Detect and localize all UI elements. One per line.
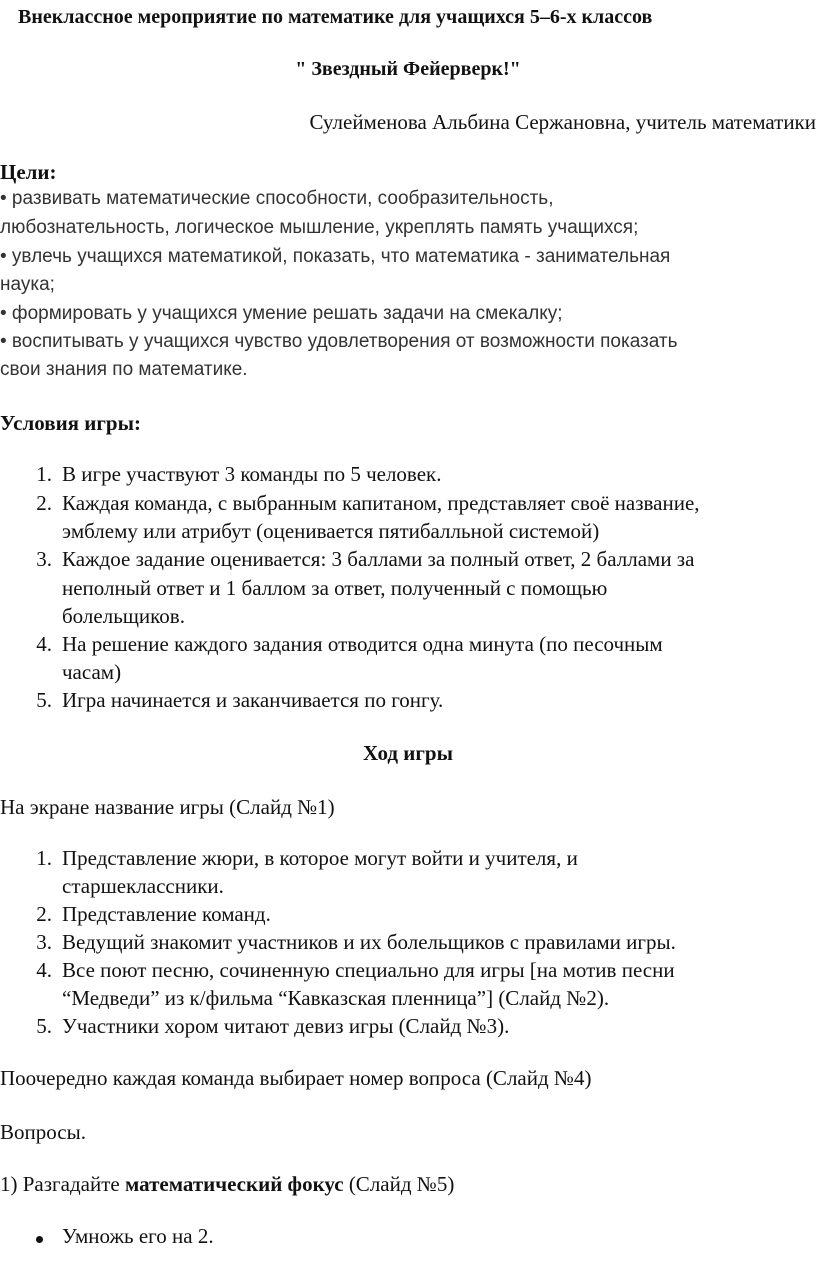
list-item-number: 2. — [36, 491, 52, 515]
progress-heading: Ход игры — [363, 741, 453, 765]
list-item-number: 4. — [36, 632, 52, 656]
list-item-number: 1. — [36, 462, 52, 486]
question-1-suffix: (Слайд №5) — [343, 1172, 455, 1196]
list-item-number: 5. — [36, 1014, 52, 1038]
question-1-bold: математический фокус — [124, 1172, 344, 1196]
list-item: неполный ответ и 1 баллом за ответ, полученный с помощью — [62, 576, 608, 600]
list-item: Каждая команда, с выбранным капитаном, представляет своё название, — [62, 491, 700, 515]
questions-label: Вопросы. — [0, 1120, 86, 1144]
goals-line: • увлечь учащихся математикой, показать, что математика - занимательная — [0, 246, 671, 267]
turns-paragraph: Поочередно каждая команда выбирает номер вопроса (Слайд №4) — [0, 1066, 592, 1090]
list-item: Участники хором читают девиз игры (Слайд №3). — [62, 1014, 510, 1038]
bullet-item: Умножь его на 2. — [62, 1224, 214, 1248]
goals-line: • формировать у учащихся умение решать задачи на смекалку; — [0, 303, 563, 324]
question-1 — [0, 1172, 454, 1197]
list-item: эмблему или атрибут (оценивается пятибалльной системой) — [62, 519, 600, 543]
list-item-number: 5. — [36, 688, 52, 712]
list-item-number: 4. — [36, 958, 52, 982]
list-item: На решение каждого задания отводится одна минута (по песочным — [62, 632, 663, 656]
question-1-prefix: 1) Разгадайте — [0, 1172, 125, 1196]
list-item: Каждое задание оценивается: 3 баллами за полный ответ, 2 баллами за — [62, 547, 695, 571]
list-item-number: 3. — [36, 930, 52, 954]
goals-line: наука; — [0, 274, 55, 295]
goals-line: свои знания по математике. — [0, 359, 248, 380]
list-item: Представление команд. — [62, 902, 271, 926]
list-item: В игре участвуют 3 команды по 5 человек. — [62, 462, 442, 486]
list-item: старшеклассники. — [62, 874, 224, 898]
event-subtitle: " Звездный Фейерверк!" — [295, 58, 521, 80]
list-item: часам) — [62, 660, 122, 684]
progress-intro: На экране название игры (Слайд №1) — [0, 795, 335, 819]
goals-line: • воспитывать у учащихся чувство удовлетворения от возможности показать — [0, 331, 678, 352]
list-item: болельщиков. — [62, 604, 185, 628]
goals-heading: Цели: — [0, 160, 57, 184]
document-title: Внеклассное мероприятие по математике для учащихся 5–6-х классов — [18, 6, 653, 28]
rules-heading: Условия игры: — [0, 411, 141, 435]
bullet-dot-icon — [36, 1236, 43, 1243]
list-item-number: 1. — [36, 846, 52, 870]
list-item-number: 2. — [36, 902, 52, 926]
list-item: “Медведи” из к/фильма “Кавказская пленница”] (Слайд №2). — [62, 986, 610, 1010]
goals-line: • развивать математические способности, сообразительность, — [0, 188, 554, 209]
goals-line: любознательность, логическое мышление, укреплять память учащихся; — [0, 217, 639, 238]
list-item-number: 3. — [36, 547, 52, 571]
list-item: Ведущий знакомит участников и их болельщиков с правилами игры. — [62, 930, 676, 954]
list-item: Все поют песню, сочиненную специально для игры [на мотив песни — [62, 958, 675, 982]
list-item: Игра начинается и заканчивается по гонгу. — [62, 688, 444, 712]
author-line: Сулейменова Альбина Сержановна, учитель математики — [309, 110, 816, 134]
list-item: Представление жюри, в которое могут войти и учителя, и — [62, 846, 578, 870]
